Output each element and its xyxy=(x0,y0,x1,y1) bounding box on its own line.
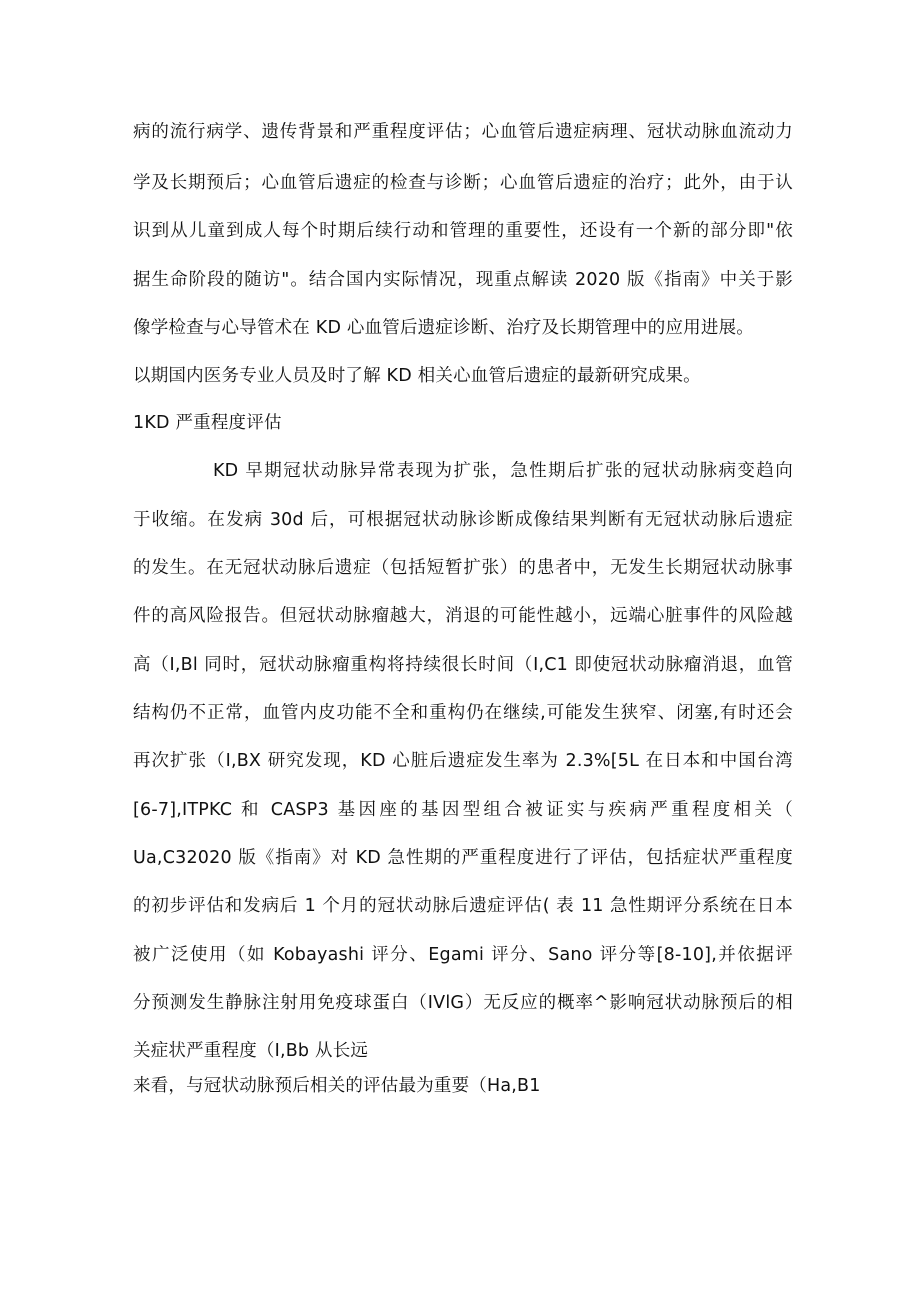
section-heading: 1KD 严重程度评估 xyxy=(133,413,282,433)
body-line-11: 被广泛使用（如 Kobayashi 评分、Egami 评分、Sano 评分等[8-10],并依据评 xyxy=(133,945,793,965)
intro-line-5: 像学检查与心导管术在 KD 心血管后遗症诊断、治疗及长期管理中的应用进展。 xyxy=(133,318,754,338)
intro-line-2: 学及长期预后；心血管后遗症的检查与诊断；心血管后遗症的治疗；此外，由于认 xyxy=(133,173,793,193)
body-line-6: 结构仍不正常，血管内皮功能不全和重构仍在继续,可能发生狭窄、闭塞,有时还会 xyxy=(133,703,793,723)
body-line-13: 关症状严重程度（I,Bb 从长远 xyxy=(133,1041,369,1061)
body-line-3: 的发生。在无冠状动脉后遗症（包括短暂扩张）的患者中，无发生长期冠状动脉事 xyxy=(133,558,793,578)
body-line-8: [6-7],ITPKC 和 CASP3 基因座的基因型组合被证实与疾病严重程度相关（ xyxy=(133,800,793,820)
body-line-12: 分预测发生静脉注射用免疫球蛋白（IVlG）无反应的概率^影响冠状动脉预后的相 xyxy=(133,993,793,1013)
final-line: 来看，与冠状动脉预后相关的评估最为重要（Ha,B1 xyxy=(133,1076,541,1096)
intro-line-4: 据生命阶段的随访"。结合国内实际情况，现重点解读 2020 版《指南》中关于影 xyxy=(133,270,793,290)
body-line-2: 于收缩。在发病 30d 后，可根据冠状动脉诊断成像结果判断有无冠状动脉后遗症 xyxy=(133,510,793,530)
body-line-5: 高（I,Bl 同时，冠状动脉瘤重构将持续很长时间（I,C1 即使冠状动脉瘤消退，血管 xyxy=(133,655,793,675)
body-line-9: Ua,C32020 版《指南》对 KD 急性期的严重程度进行了评估，包括症状严重程度 xyxy=(133,848,793,868)
intro-line-1: 病的流行病学、遗传背景和严重程度评估；心血管后遗症病理、冠状动脉血流动力 xyxy=(133,122,793,142)
body-line-7: 再次扩张（I,BX 研究发现，KD 心脏后遗症发生率为 2.3%[5L 在日本和中国台湾 xyxy=(133,751,793,771)
body-line-4: 件的高风险报告。但冠状动脉瘤越大，消退的可能性越小，远端心脏事件的风险越 xyxy=(133,606,793,626)
intro-line-3: 识到从儿童到成人每个时期后续行动和管理的重要性，还设有一个新的部分即"依 xyxy=(133,221,793,241)
body-line-10: 的初步评估和发病后 1 个月的冠状动脉后遗症评估( 表 11 急性期评分系统在日本 xyxy=(133,896,793,916)
body-line-1: KD 早期冠状动脉异常表现为扩张，急性期后扩张的冠状动脉病变趋向 xyxy=(213,461,793,481)
intro-line-6: 以期国内医务专业人员及时了解 KD 相关心血管后遗症的最新研究成果。 xyxy=(133,366,701,386)
